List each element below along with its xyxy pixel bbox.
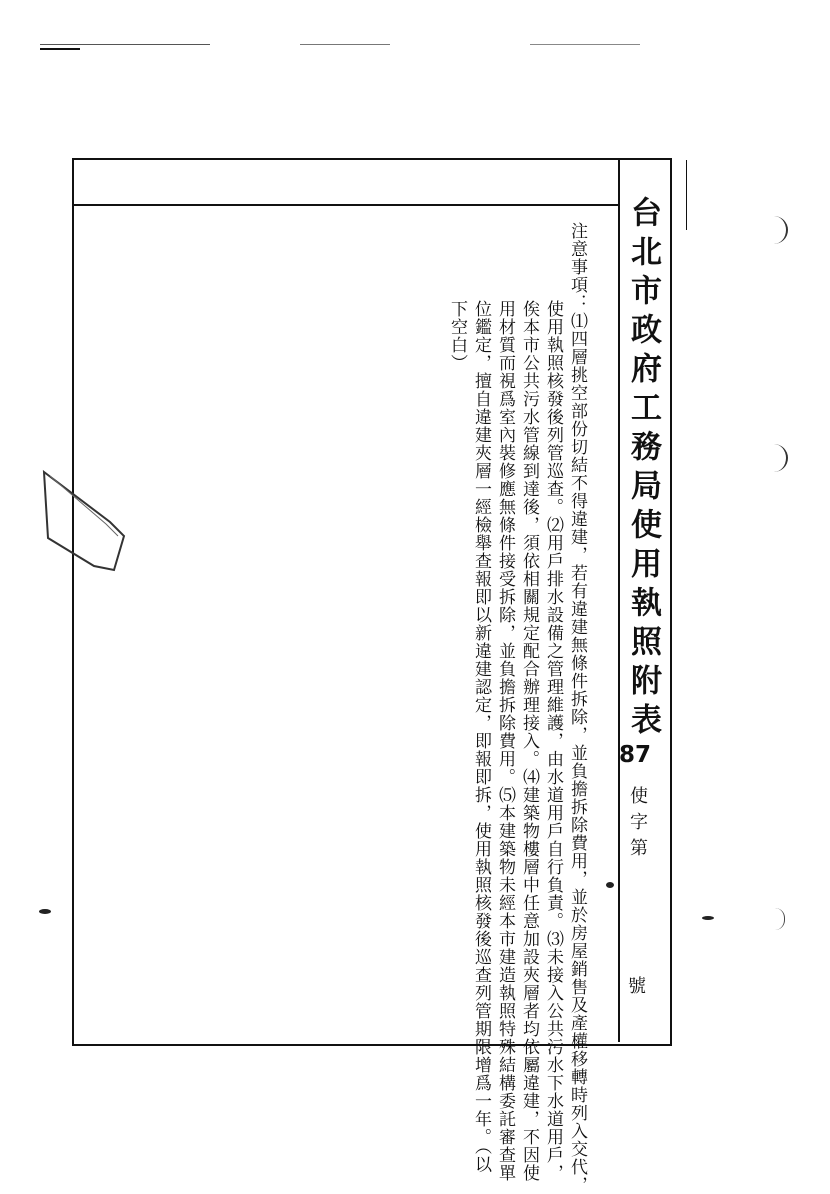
scan-mark-top	[40, 44, 210, 45]
binding-arc	[770, 444, 788, 472]
binding-arc	[774, 908, 785, 930]
permit-number: 87	[618, 742, 651, 768]
scan-speck	[606, 882, 614, 888]
notes-column-4: 用材質而視爲室內裝修應無條件接受拆除，並負擔拆除費用。⑸本建築物未經本市建造執照特殊結構委託審查單	[495, 300, 515, 1182]
notes-column-1: 注意事項：⑴四層挑空部份切結不得違建，若有違建無條件拆除，並負擔拆除費用，並於房屋銷售及產權移轉時列入交代，	[567, 222, 587, 1194]
notes-column-2: 使用執照核發後列管巡查。⑵用戶排水設備之管理維護，由水道用戶自行負責。⑶未接入公共污水下水道用戶，	[543, 300, 563, 1182]
document-title: 台北市政府工務局使用執照附表	[625, 196, 661, 742]
smudge-mark	[40, 462, 128, 572]
scan-mark-top-2	[40, 48, 80, 50]
suffix-char-1: 使	[630, 786, 648, 807]
notes-column-3: 俟本市公共污水管線到達後，須依相關規定配合辦理接入。⑷建築物樓層中任意加設夾層者均依屬違建，不因使	[519, 300, 539, 1182]
scan-speck	[702, 916, 714, 920]
notes-column-5: 位鑑定，擅自違建夾層一經檢舉查報即以新違建認定，即報即拆，使用執照核發後巡查列管期限增爲一年。（以	[471, 300, 491, 1174]
header-rule	[74, 204, 620, 206]
scan-mark-top-4	[530, 44, 640, 45]
notes-column-6: 下空白）	[447, 300, 467, 372]
number-end-char: 號	[628, 976, 646, 997]
outer-right-rule	[686, 160, 687, 230]
number-suffix	[624, 782, 654, 860]
suffix-char-2: 字	[630, 812, 648, 833]
scan-speck	[39, 909, 51, 914]
scan-mark-top-3	[300, 44, 390, 45]
suffix-char-3: 第	[630, 838, 648, 859]
binding-arc	[770, 216, 788, 244]
